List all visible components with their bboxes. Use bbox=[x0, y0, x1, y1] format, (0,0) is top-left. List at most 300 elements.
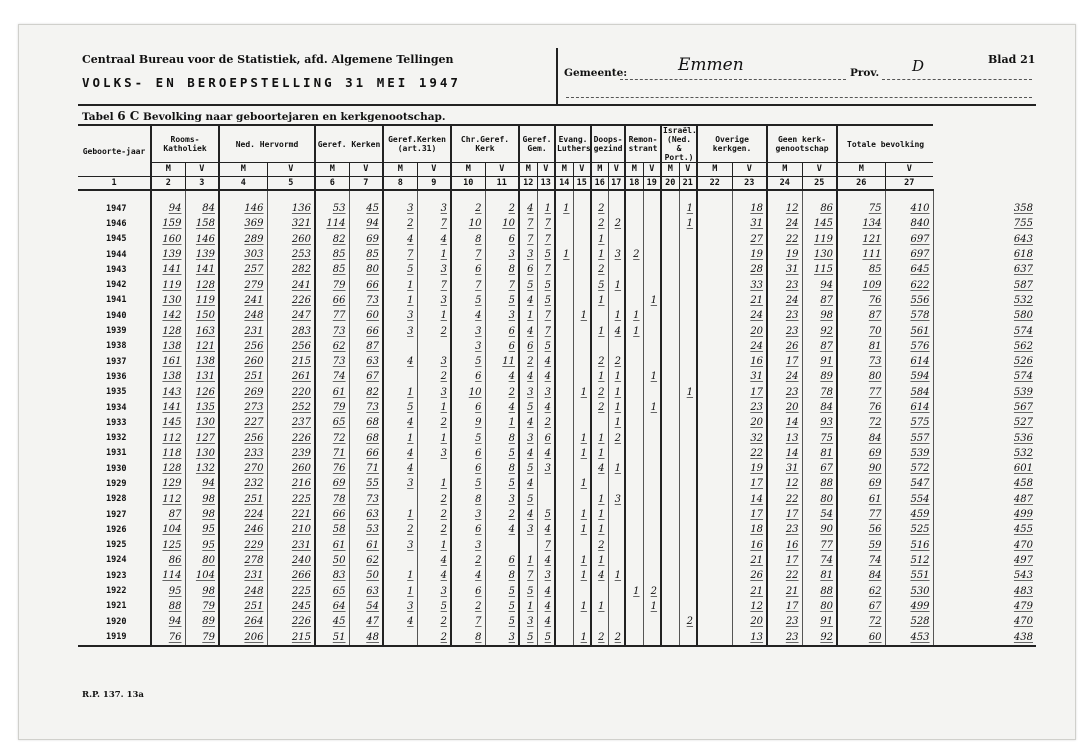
table-cell: 45 bbox=[315, 614, 349, 629]
table-cell bbox=[661, 354, 679, 369]
table-cell bbox=[608, 476, 625, 491]
table-cell: 1 bbox=[591, 247, 608, 262]
table-cell: 128 bbox=[151, 461, 185, 476]
table-cell: 3 bbox=[417, 293, 451, 308]
table-cell: 1 bbox=[573, 385, 591, 400]
table-cell: 3 bbox=[519, 522, 537, 537]
table-cell bbox=[555, 614, 573, 629]
table-cell: 141 bbox=[185, 262, 219, 277]
table-cell: 67 bbox=[837, 599, 885, 614]
table-cell: 95 bbox=[185, 538, 219, 553]
table-cell: 453 bbox=[885, 629, 933, 646]
table-cell: 1 bbox=[383, 277, 417, 292]
table-cell: 251 bbox=[219, 369, 267, 384]
table-cell bbox=[661, 461, 679, 476]
column-number: 26 bbox=[837, 177, 885, 191]
table-cell bbox=[661, 522, 679, 537]
table-cell: 145 bbox=[151, 415, 185, 430]
table-cell: 3 bbox=[383, 599, 417, 614]
male-column-header: M bbox=[591, 163, 608, 177]
table-cell: 11 bbox=[485, 354, 519, 369]
column-number: 27 bbox=[885, 177, 933, 191]
table-cell bbox=[625, 599, 643, 614]
table-cell: 85 bbox=[315, 247, 349, 262]
table-cell: 77 bbox=[802, 538, 837, 553]
table-cell bbox=[679, 430, 697, 445]
table-cell bbox=[625, 277, 643, 292]
table-cell: 74 bbox=[315, 369, 349, 384]
table-row bbox=[78, 507, 1036, 522]
table-cell: 121 bbox=[837, 232, 885, 247]
table-cell bbox=[661, 232, 679, 247]
table-cell: 75 bbox=[837, 190, 885, 216]
table-cell: 1 bbox=[383, 568, 417, 583]
table-cell: 225 bbox=[267, 492, 315, 507]
table-cell: 455 bbox=[933, 522, 1036, 537]
table-cell bbox=[573, 339, 591, 354]
table-cell: 94 bbox=[151, 190, 185, 216]
table-cell: 2 bbox=[451, 190, 485, 216]
female-column-header: V bbox=[417, 163, 451, 177]
table-cell bbox=[679, 599, 697, 614]
table-cell bbox=[643, 553, 661, 568]
table-cell bbox=[697, 293, 732, 308]
table-cell: 17 bbox=[767, 599, 802, 614]
table-cell: 556 bbox=[885, 293, 933, 308]
table-cell: 85 bbox=[349, 247, 383, 262]
birth-year: 1930 bbox=[106, 463, 127, 474]
table-cell: 79 bbox=[315, 400, 349, 415]
table-cell: 27 bbox=[732, 232, 767, 247]
table-cell: 574 bbox=[933, 323, 1036, 338]
table-cell: 119 bbox=[802, 232, 837, 247]
table-cell: 7 bbox=[417, 216, 451, 231]
table-cell bbox=[679, 247, 697, 262]
table-cell: 594 bbox=[885, 369, 933, 384]
table-cell: 231 bbox=[267, 538, 315, 553]
table-cell: 3 bbox=[485, 247, 519, 262]
column-number: 3 bbox=[185, 177, 219, 191]
table-row bbox=[78, 568, 1036, 583]
table-cell: 109 bbox=[837, 277, 885, 292]
male-column-header: M bbox=[315, 163, 349, 177]
table-cell: 5 bbox=[537, 247, 555, 262]
table-cell: 119 bbox=[151, 277, 185, 292]
table-cell: 80 bbox=[349, 262, 383, 277]
table-cell: 66 bbox=[349, 277, 383, 292]
table-cell: 24 bbox=[767, 369, 802, 384]
table-cell: 215 bbox=[267, 629, 315, 646]
table-cell bbox=[537, 476, 555, 491]
table-cell: 76 bbox=[837, 293, 885, 308]
table-cell: 82 bbox=[349, 385, 383, 400]
table-cell: 78 bbox=[315, 492, 349, 507]
table-cell: 16 bbox=[732, 354, 767, 369]
table-cell: 1 bbox=[591, 293, 608, 308]
table-cell: 21 bbox=[732, 553, 767, 568]
table-cell: 55 bbox=[349, 476, 383, 491]
group-header: Geref.Kerken (art.31) bbox=[383, 125, 451, 163]
gemeente-field-line bbox=[620, 79, 846, 80]
group-header: Totale bevolking bbox=[837, 125, 933, 163]
table-cell: 226 bbox=[267, 614, 315, 629]
table-cell: 18 bbox=[732, 190, 767, 216]
table-cell bbox=[608, 190, 625, 216]
table-cell: 64 bbox=[315, 599, 349, 614]
table-cell: 142 bbox=[151, 308, 185, 323]
table-cell bbox=[625, 568, 643, 583]
table-cell bbox=[383, 339, 417, 354]
birth-year: 1932 bbox=[106, 433, 127, 444]
table-cell: 587 bbox=[933, 277, 1036, 292]
table-cell bbox=[608, 522, 625, 537]
table-cell: 7 bbox=[537, 262, 555, 277]
table-cell: 1 bbox=[679, 385, 697, 400]
table-cell: 256 bbox=[267, 339, 315, 354]
column-number: 8 bbox=[383, 177, 417, 191]
table-cell: 6 bbox=[485, 323, 519, 338]
table-cell: 95 bbox=[185, 522, 219, 537]
table-cell: 3 bbox=[451, 538, 485, 553]
gemeente-value: Emmen bbox=[678, 55, 744, 75]
column-number: 7 bbox=[349, 177, 383, 191]
table-cell: 20 bbox=[732, 415, 767, 430]
table-cell: 2 bbox=[608, 430, 625, 445]
table-cell bbox=[697, 492, 732, 507]
table-cell: 248 bbox=[219, 308, 267, 323]
blank-field-line bbox=[566, 97, 1032, 98]
table-cell: 1 bbox=[383, 293, 417, 308]
table-cell bbox=[661, 629, 679, 646]
table-cell: 8 bbox=[451, 232, 485, 247]
table-cell: 79 bbox=[315, 277, 349, 292]
table-cell: 479 bbox=[933, 599, 1036, 614]
table-cell: 5 bbox=[537, 629, 555, 646]
table-cell: 526 bbox=[933, 354, 1036, 369]
table-cell: 4 bbox=[519, 507, 537, 522]
table-cell bbox=[573, 492, 591, 507]
table-cell: 5 bbox=[451, 476, 485, 491]
table-cell bbox=[661, 446, 679, 461]
table-cell: 4 bbox=[383, 354, 417, 369]
table-cell: 2 bbox=[417, 492, 451, 507]
table-cell bbox=[679, 232, 697, 247]
table-cell: 2 bbox=[679, 614, 697, 629]
table-cell bbox=[643, 629, 661, 646]
table-cell: 551 bbox=[885, 568, 933, 583]
table-cell: 67 bbox=[349, 369, 383, 384]
table-cell: 74 bbox=[837, 553, 885, 568]
table-cell: 528 bbox=[885, 614, 933, 629]
table-cell bbox=[608, 232, 625, 247]
table-cell: 51 bbox=[315, 629, 349, 646]
table-cell: 561 bbox=[885, 323, 933, 338]
table-row bbox=[78, 522, 1036, 537]
table-cell: 158 bbox=[185, 216, 219, 231]
table-cell: 98 bbox=[185, 507, 219, 522]
column-number: 14 bbox=[555, 177, 573, 191]
table-cell: 4 bbox=[383, 232, 417, 247]
table-cell bbox=[661, 385, 679, 400]
table-row bbox=[78, 277, 1036, 292]
column-number: 20 bbox=[661, 177, 679, 191]
table-cell: 5 bbox=[485, 583, 519, 598]
table-cell: 260 bbox=[267, 232, 315, 247]
table-cell bbox=[661, 507, 679, 522]
table-cell: 135 bbox=[185, 400, 219, 415]
table-cell bbox=[643, 614, 661, 629]
table-cell: 278 bbox=[219, 553, 267, 568]
table-cell: 91 bbox=[802, 354, 837, 369]
male-column-header: M bbox=[767, 163, 802, 177]
table-cell: 3 bbox=[383, 308, 417, 323]
table-cell: 83 bbox=[315, 568, 349, 583]
table-cell: 1 bbox=[625, 308, 643, 323]
table-cell: 231 bbox=[219, 568, 267, 583]
table-cell: 584 bbox=[885, 385, 933, 400]
table-cell: 71 bbox=[315, 446, 349, 461]
table-cell bbox=[555, 369, 573, 384]
male-column-header: M bbox=[661, 163, 679, 177]
table-cell: 2 bbox=[485, 507, 519, 522]
table-cell: 16 bbox=[732, 538, 767, 553]
table-cell bbox=[555, 308, 573, 323]
table-cell: 69 bbox=[837, 446, 885, 461]
table-cell: 562 bbox=[933, 339, 1036, 354]
table-cell bbox=[697, 538, 732, 553]
male-column-header: M bbox=[625, 163, 643, 177]
table-cell: 32 bbox=[732, 430, 767, 445]
table-cell: 269 bbox=[219, 385, 267, 400]
table-cell bbox=[608, 339, 625, 354]
table-cell: 8 bbox=[485, 461, 519, 476]
table-cell: 6 bbox=[451, 583, 485, 598]
table-cell: 12 bbox=[767, 476, 802, 491]
table-cell bbox=[697, 308, 732, 323]
table-cell: 4 bbox=[537, 400, 555, 415]
table-cell: 22 bbox=[767, 568, 802, 583]
table-cell: 5 bbox=[519, 492, 537, 507]
table-cell: 483 bbox=[933, 583, 1036, 598]
table-cell bbox=[625, 507, 643, 522]
table-cell: 5 bbox=[519, 629, 537, 646]
table-cell: 129 bbox=[151, 476, 185, 491]
gemeente-label: Gemeente: bbox=[564, 67, 628, 79]
table-cell bbox=[661, 583, 679, 598]
table-cell bbox=[625, 216, 643, 231]
table-cell bbox=[383, 629, 417, 646]
table-cell: 26 bbox=[767, 339, 802, 354]
table-cell bbox=[383, 492, 417, 507]
table-cell bbox=[573, 461, 591, 476]
table-cell: 31 bbox=[732, 216, 767, 231]
column-number: 11 bbox=[485, 177, 519, 191]
table-cell: 89 bbox=[802, 369, 837, 384]
table-cell: 2 bbox=[591, 216, 608, 231]
table-cell: 104 bbox=[185, 568, 219, 583]
table-cell bbox=[697, 614, 732, 629]
table-cell: 31 bbox=[767, 461, 802, 476]
group-header: Geen kerk-genootschap bbox=[767, 125, 837, 163]
table-row bbox=[78, 216, 1036, 231]
table-cell bbox=[643, 385, 661, 400]
table-cell: 1 bbox=[643, 400, 661, 415]
table-cell bbox=[537, 492, 555, 507]
table-cell bbox=[679, 553, 697, 568]
table-cell bbox=[679, 629, 697, 646]
table-cell bbox=[555, 568, 573, 583]
table-cell bbox=[573, 400, 591, 415]
table-cell: 48 bbox=[349, 629, 383, 646]
table-cell: 1 bbox=[608, 385, 625, 400]
table-cell: 118 bbox=[151, 446, 185, 461]
table-cell bbox=[643, 446, 661, 461]
table-cell: 210 bbox=[267, 522, 315, 537]
table-cell bbox=[573, 415, 591, 430]
table-cell: 1 bbox=[573, 522, 591, 537]
table-cell: 54 bbox=[349, 599, 383, 614]
table-cell bbox=[697, 247, 732, 262]
table-cell: 21 bbox=[767, 583, 802, 598]
table-cell: 2 bbox=[591, 354, 608, 369]
table-cell: 60 bbox=[349, 308, 383, 323]
table-cell: 76 bbox=[315, 461, 349, 476]
table-cell: 63 bbox=[349, 583, 383, 598]
table-cell: 115 bbox=[802, 262, 837, 277]
table-cell: 6 bbox=[519, 339, 537, 354]
table-cell bbox=[697, 190, 732, 216]
table-cell: 8 bbox=[485, 430, 519, 445]
table-cell: 24 bbox=[732, 308, 767, 323]
table-cell: 2 bbox=[519, 354, 537, 369]
column-number: 17 bbox=[608, 177, 625, 191]
table-cell bbox=[625, 492, 643, 507]
table-cell: 241 bbox=[267, 277, 315, 292]
table-cell: 16 bbox=[767, 538, 802, 553]
table-cell: 283 bbox=[267, 323, 315, 338]
table-cell: 554 bbox=[885, 492, 933, 507]
table-cell: 73 bbox=[315, 323, 349, 338]
birth-year: 1945 bbox=[106, 234, 127, 245]
sheet-number: Blad 21 bbox=[988, 53, 1036, 66]
table-cell: 81 bbox=[837, 339, 885, 354]
table-cell: 4 bbox=[537, 583, 555, 598]
table-cell: 2 bbox=[451, 553, 485, 568]
table-cell: 23 bbox=[767, 629, 802, 646]
table-cell: 4 bbox=[537, 369, 555, 384]
male-column-header: M bbox=[219, 163, 267, 177]
table-cell: 74 bbox=[802, 553, 837, 568]
table-row bbox=[78, 492, 1036, 507]
table-cell: 7 bbox=[451, 614, 485, 629]
table-cell bbox=[679, 415, 697, 430]
table-cell: 1 bbox=[573, 308, 591, 323]
table-cell: 61 bbox=[349, 538, 383, 553]
table-cell: 141 bbox=[151, 400, 185, 415]
table-cell: 53 bbox=[349, 522, 383, 537]
table-cell: 78 bbox=[802, 385, 837, 400]
table-row bbox=[78, 247, 1036, 262]
table-cell: 3 bbox=[451, 339, 485, 354]
table-cell: 121 bbox=[185, 339, 219, 354]
table-cell: 8 bbox=[451, 492, 485, 507]
table-cell: 21 bbox=[732, 583, 767, 598]
table-cell: 1 bbox=[573, 599, 591, 614]
table-cell: 53 bbox=[315, 190, 349, 216]
table-cell bbox=[555, 446, 573, 461]
table-cell bbox=[679, 369, 697, 384]
table-cell: 114 bbox=[151, 568, 185, 583]
table-cell: 279 bbox=[219, 277, 267, 292]
table-cell bbox=[555, 507, 573, 522]
table-title-text: Bevolking naar geboortejaren en kerkgenootschap. bbox=[143, 111, 446, 123]
table-cell: 73 bbox=[349, 400, 383, 415]
table-cell: 50 bbox=[349, 568, 383, 583]
table-cell: 75 bbox=[802, 430, 837, 445]
table-cell: 65 bbox=[315, 415, 349, 430]
table-cell: 1 bbox=[591, 522, 608, 537]
table-cell: 80 bbox=[837, 369, 885, 384]
table-cell: 303 bbox=[219, 247, 267, 262]
table-cell: 10 bbox=[451, 385, 485, 400]
header-divider bbox=[556, 48, 558, 106]
table-cell: 4 bbox=[383, 415, 417, 430]
column-number: 13 bbox=[537, 177, 555, 191]
group-header: Geref. Gem. bbox=[519, 125, 555, 163]
birth-year: 1937 bbox=[106, 356, 127, 367]
table-cell: 530 bbox=[885, 583, 933, 598]
table-cell: 6 bbox=[451, 522, 485, 537]
table-cell bbox=[697, 583, 732, 598]
table-cell: 1 bbox=[608, 400, 625, 415]
table-cell: 2 bbox=[591, 629, 608, 646]
table-cell: 1 bbox=[679, 190, 697, 216]
table-cell: 643 bbox=[933, 232, 1036, 247]
table-cell: 5 bbox=[519, 583, 537, 598]
table-cell: 71 bbox=[349, 461, 383, 476]
table-cell: 2 bbox=[417, 614, 451, 629]
table-cell: 2 bbox=[608, 629, 625, 646]
female-column-header: V bbox=[185, 163, 219, 177]
table-cell: 470 bbox=[933, 538, 1036, 553]
table-row bbox=[78, 446, 1036, 461]
table-cell: 87 bbox=[349, 339, 383, 354]
birth-year: 1942 bbox=[106, 280, 127, 291]
table-title-prefix: Tabel bbox=[82, 111, 114, 123]
table-cell bbox=[643, 430, 661, 445]
table-cell: 257 bbox=[219, 262, 267, 277]
table-cell bbox=[573, 538, 591, 553]
table-cell: 3 bbox=[537, 461, 555, 476]
table-cell: 5 bbox=[451, 430, 485, 445]
table-cell: 3 bbox=[417, 446, 451, 461]
table-cell: 66 bbox=[315, 507, 349, 522]
table-cell bbox=[591, 583, 608, 598]
table-cell: 5 bbox=[485, 614, 519, 629]
table-cell: 95 bbox=[151, 583, 185, 598]
table-row bbox=[78, 599, 1036, 614]
column-number: 10 bbox=[451, 177, 485, 191]
table-cell: 4 bbox=[519, 190, 537, 216]
table-cell: 5 bbox=[451, 354, 485, 369]
table-cell bbox=[679, 400, 697, 415]
table-cell: 1 bbox=[591, 232, 608, 247]
table-cell: 94 bbox=[349, 216, 383, 231]
table-cell: 130 bbox=[185, 446, 219, 461]
table-cell bbox=[417, 339, 451, 354]
table-cell: 161 bbox=[151, 354, 185, 369]
table-cell bbox=[573, 190, 591, 216]
